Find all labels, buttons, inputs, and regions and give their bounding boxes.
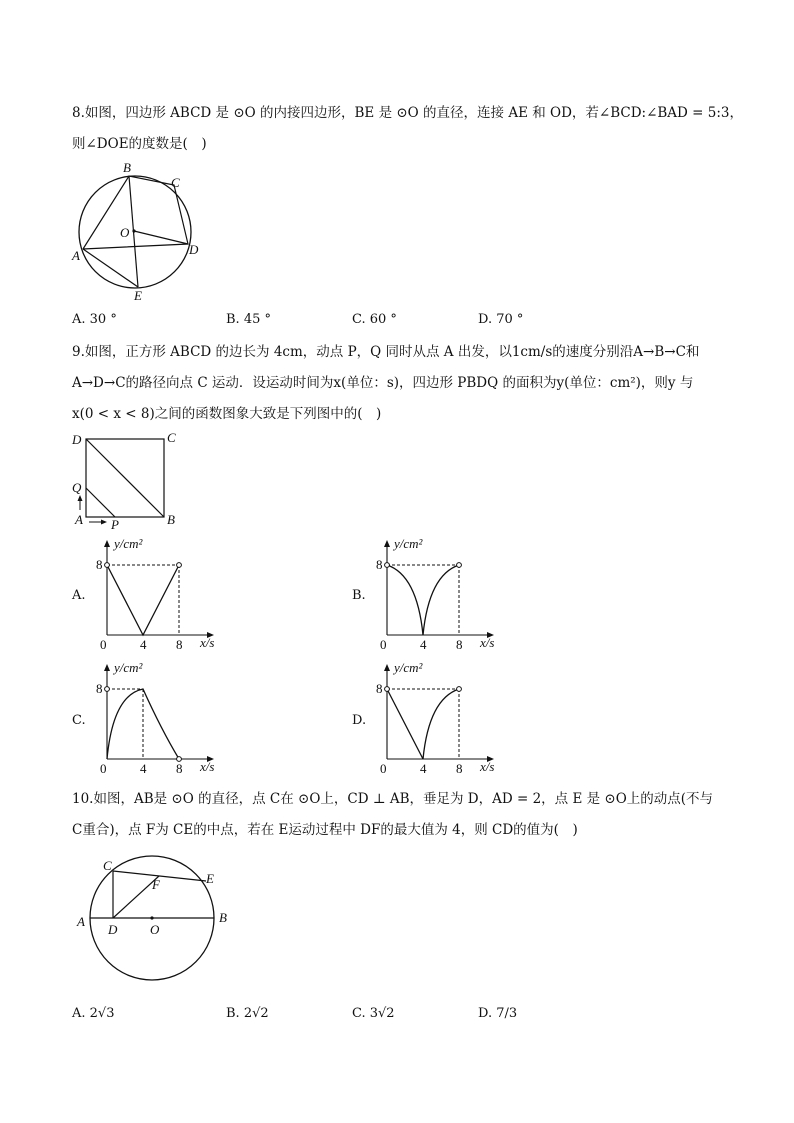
q9-label-A: A (75, 512, 83, 527)
q8-option-b[interactable]: B. 45 ° (226, 312, 271, 327)
q8-text-line2: 则∠DOE的度数是( ) (72, 136, 207, 152)
q8-label-E: E (134, 288, 142, 303)
q10-label-D: D (108, 922, 118, 937)
q9-graph-a-tick-y8: 8 (96, 557, 103, 572)
q9-label-P: P (111, 517, 119, 532)
q9-graph-a-tick-x4: 4 (140, 637, 147, 652)
q9-graph-b (372, 535, 502, 655)
q10-text-line2: C重合)，点 F为 CE的中点，若在 E运动过程中 DF的最大值为 4，则 CD的值为( ) (72, 822, 578, 838)
q9-graph-d-label[interactable]: D. (352, 713, 367, 728)
q9-graph-c-ylabel: y/cm² (114, 660, 143, 675)
q9-graph-b-tick-x8: 8 (456, 637, 463, 652)
q9-graph-d-ylabel: y/cm² (394, 660, 423, 675)
q10-option-a[interactable]: A. 2√3 (72, 1006, 115, 1021)
q9-graph-a-xlabel: x/s (200, 635, 215, 650)
q9-graph-c-tick-x4: 4 (140, 761, 147, 776)
q9-graph-c (92, 659, 222, 779)
q10-option-c[interactable]: C. 3√2 (352, 1006, 395, 1021)
q9-graph-b-tick-y8: 8 (376, 557, 383, 572)
q9-graph-d-tick-x8: 8 (456, 761, 463, 776)
q9-text-line2: A→D→C的路径向点 C 运动．设运动时间为x(单位：s)，四边形 PBDQ 的面积为y(单位：cm²)，则y 与 (72, 375, 694, 391)
q10-label-F: F (152, 877, 160, 892)
q8-label-A: A (72, 248, 80, 263)
q9-graph-c-label[interactable]: C. (72, 713, 86, 728)
q10-label-B: B (219, 910, 227, 925)
q8-label-C: C (171, 175, 180, 190)
q8-option-d[interactable]: D. 70 ° (478, 312, 524, 327)
q10-label-E: E (206, 871, 214, 886)
q8-label-D: D (189, 242, 199, 257)
q10-text-line1: 10.如图，AB是 ⊙O 的直径，点 C在 ⊙O上，CD ⊥ AB，垂足为 D，AD = 2，点 E 是 ⊙O上的动点(不与 (72, 791, 714, 807)
q8-option-a[interactable]: A. 30 ° (72, 312, 117, 327)
q9-graph-d-tick-x4: 4 (420, 761, 427, 776)
q9-graph-a (92, 535, 222, 655)
q10-label-A: A (77, 914, 85, 929)
q9-graph-b-xlabel: x/s (480, 635, 495, 650)
q9-label-D: D (72, 432, 82, 447)
q9-graph-b-label[interactable]: B. (352, 588, 366, 603)
q8-circle-figure (70, 160, 210, 305)
q10-option-b[interactable]: B. 2√2 (226, 1006, 269, 1021)
q8-label-B: B (123, 160, 131, 175)
q9-graph-c-tick-x8: 8 (176, 761, 183, 776)
q8-text-line1: 8.如图，四边形 ABCD 是 ⊙O 的内接四边形，BE 是 ⊙O 的直径，连接 AE 和 OD，若∠BCD:∠BAD = 5:3， (72, 105, 744, 121)
q9-graph-d-tick-y8: 8 (376, 681, 383, 696)
q9-graph-a-label[interactable]: A. (72, 588, 86, 603)
q8-label-O: O (120, 225, 130, 240)
q9-graph-c-tick-x0: 0 (100, 761, 107, 776)
q9-graph-b-ylabel: y/cm² (394, 536, 423, 551)
q9-text-line3: x(0 < x < 8)之间的函数图象大致是下列图中的( ) (72, 406, 382, 422)
q9-graph-b-tick-x0: 0 (380, 637, 387, 652)
q9-graph-a-tick-x8: 8 (176, 637, 183, 652)
q10-label-C: C (103, 858, 112, 873)
q9-graph-c-xlabel: x/s (200, 759, 215, 774)
q9-graph-d-xlabel: x/s (480, 759, 495, 774)
q9-label-B: B (167, 512, 175, 527)
q9-square-figure (70, 428, 190, 538)
q9-graph-a-ylabel: y/cm² (114, 536, 143, 551)
q9-label-C: C (167, 430, 176, 445)
q10-option-d[interactable]: D. 7/3 (478, 1006, 518, 1021)
q10-circle-figure (72, 852, 242, 987)
q9-label-Q: Q (72, 480, 82, 495)
q9-graph-a-tick-x0: 0 (100, 637, 107, 652)
q9-graph-c-tick-y8: 8 (96, 681, 103, 696)
q10-label-O: O (150, 922, 160, 937)
q9-text-line1: 9.如图，正方形 ABCD 的边长为 4cm，动点 P，Q 同时从点 A 出发，以1cm/s的速度分别沿A→B→C和 (72, 344, 700, 360)
q9-graph-d (372, 659, 502, 779)
q9-graph-d-tick-x0: 0 (380, 761, 387, 776)
q8-option-c[interactable]: C. 60 ° (352, 312, 397, 327)
q9-graph-b-tick-x4: 4 (420, 637, 427, 652)
